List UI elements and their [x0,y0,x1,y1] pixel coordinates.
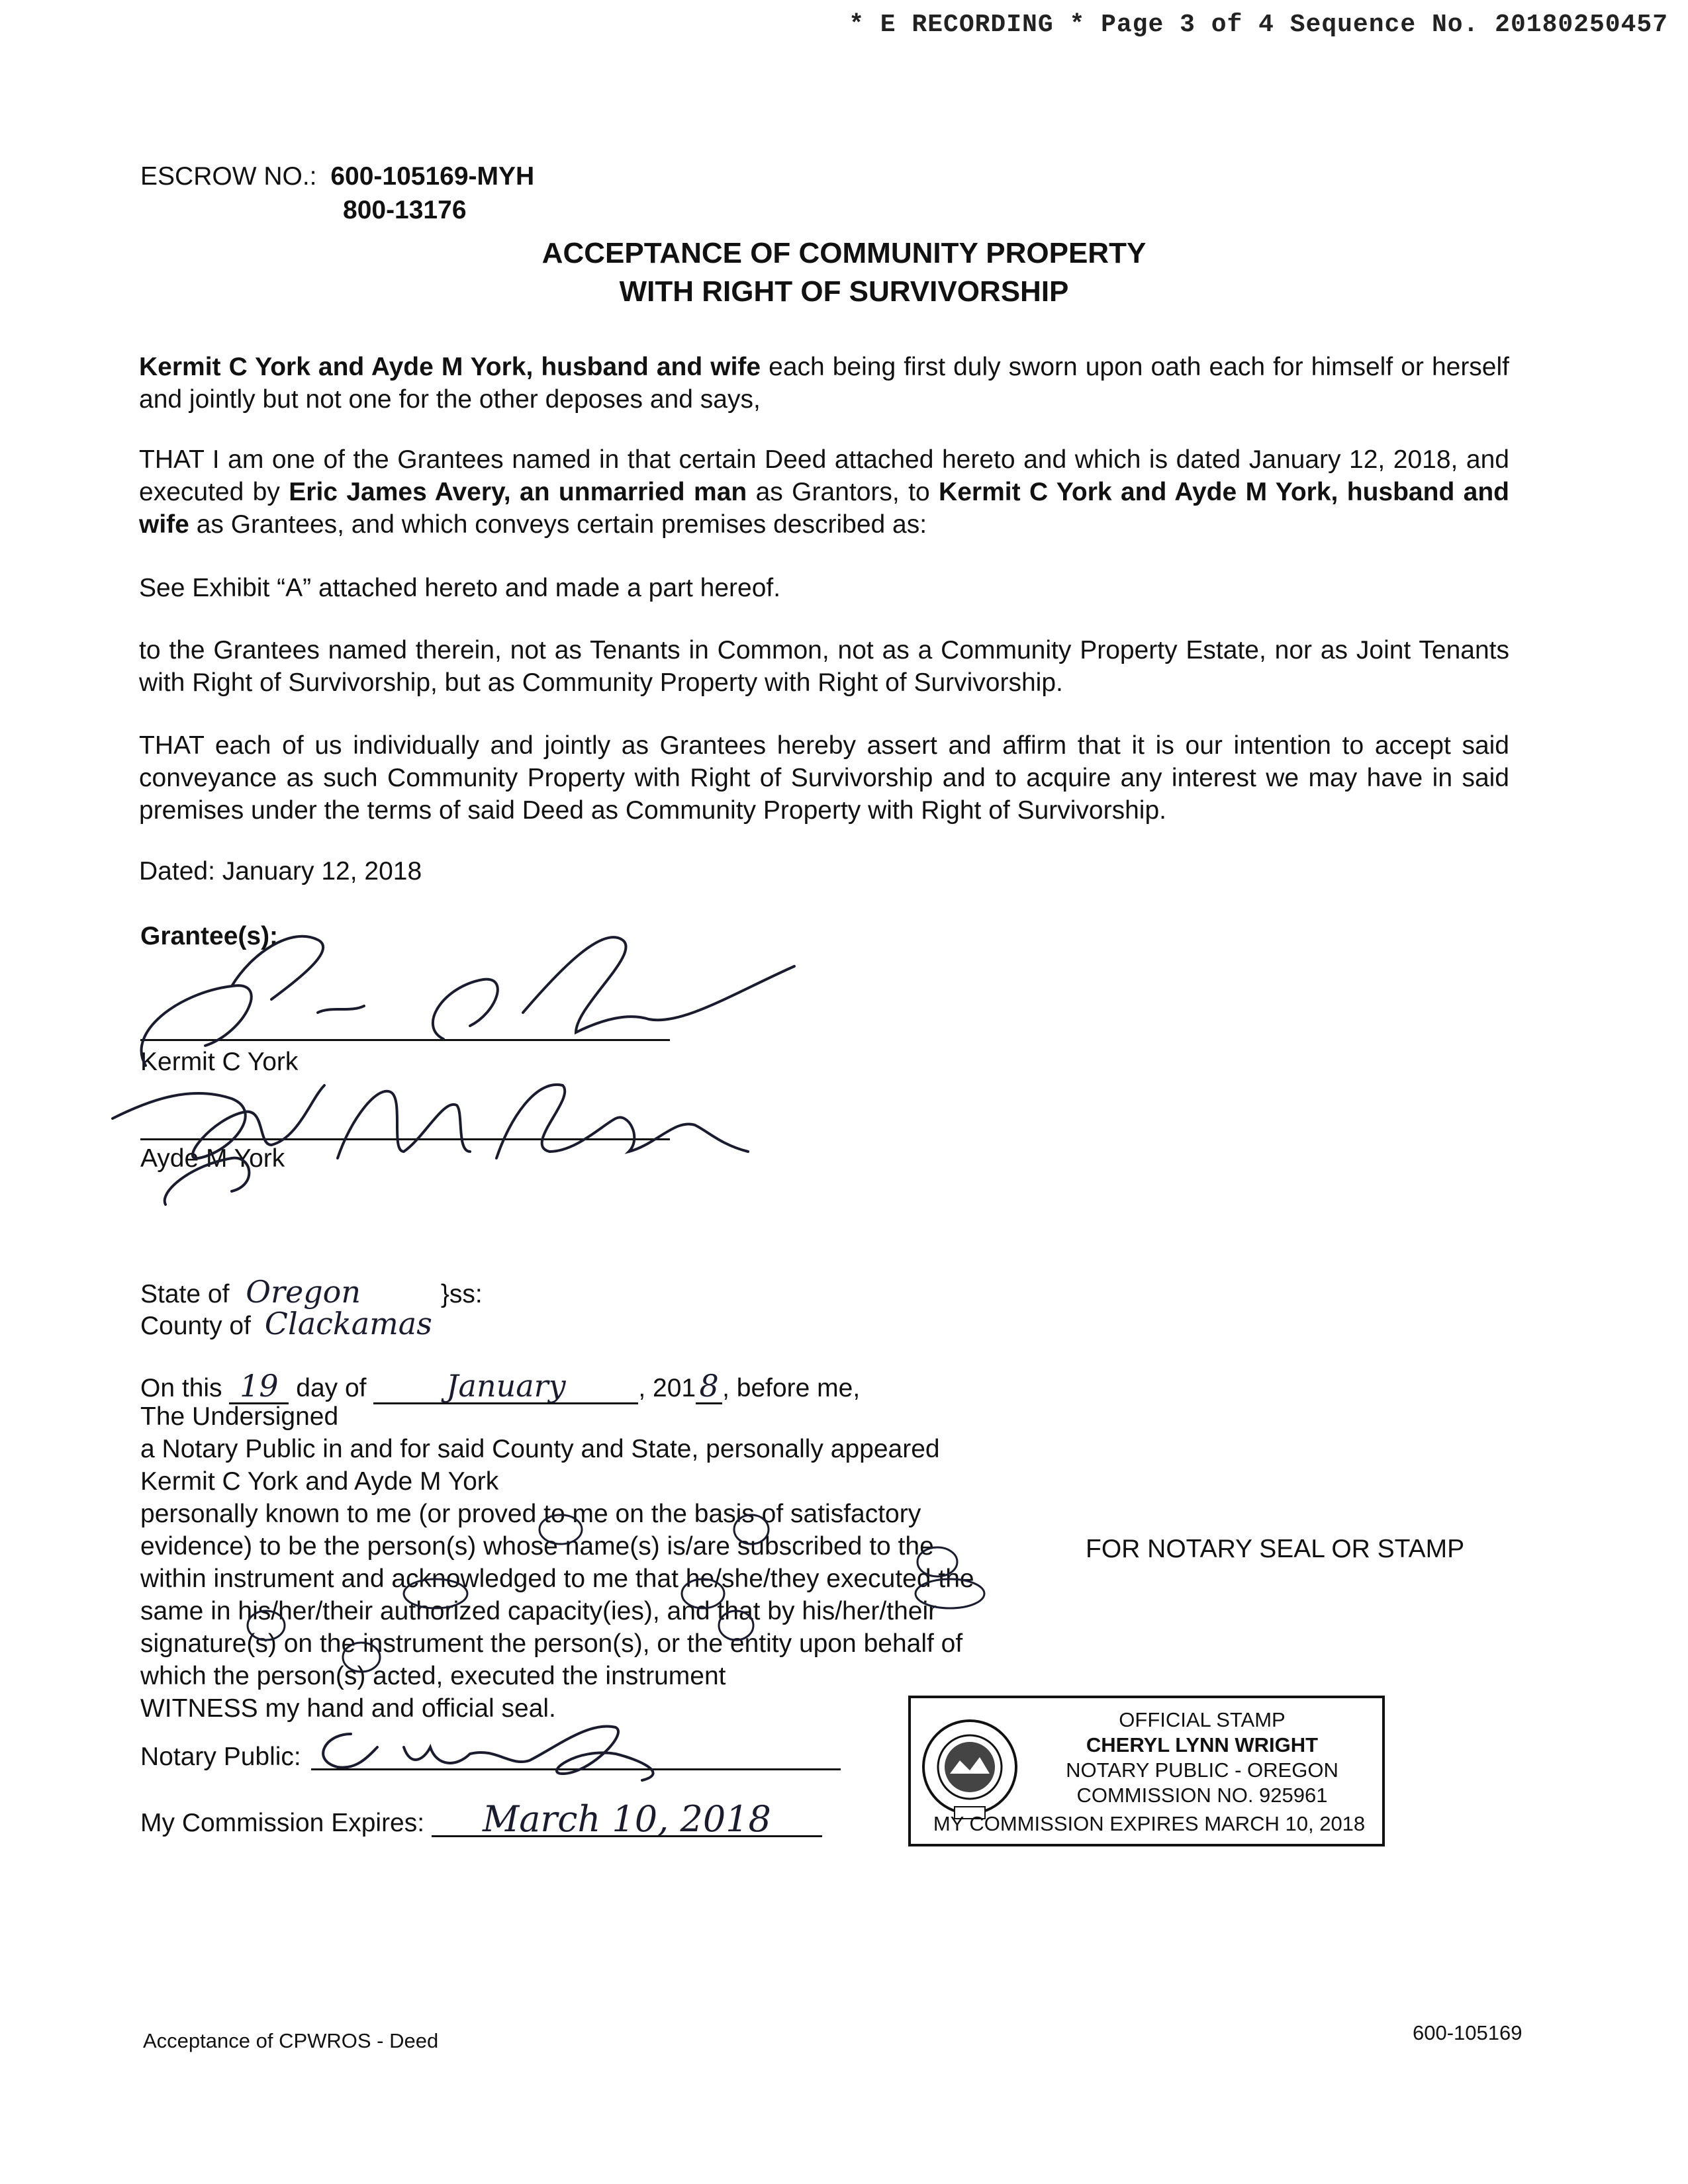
paragraph-tenancy: to the Grantees named therein, not as Tenants in Common, not as a Community Property Estate, nor as Joint Tenants with Right of Survivorship, but as Community Property with Right of Survivorship. [139,636,1509,697]
ack-line-5: within instrument and acknowledged to me that he/she/they executed the [140,1565,974,1593]
on-this-label: On this [140,1374,222,1402]
stamp-notary-name: CHERYL LYNN WRIGHT [1086,1733,1319,1756]
before-me-label: , before me, [722,1374,861,1402]
official-stamp [908,1696,1385,1846]
commission-handwritten: March 10, 2018 [432,1803,822,1837]
paragraph-exhibit: See Exhibit “A” attached hereto and made a part hereof. [139,574,781,602]
footer-right: 600-105169 [1413,2021,1523,2044]
county-handwritten: Clackamas [264,1306,432,1342]
ack-line-2: Kermit C York and Ayde M York [140,1467,499,1496]
recording-header: * E RECORDING * Page 3 of 4 Sequence No. 20180250457 [849,11,1668,39]
escrow-number-1: 600-105169-MYH [330,162,535,191]
deed-text-c: as Grantees, and which conveys certain premises described as: [189,510,927,539]
ack-line-6: same in his/her/their authorized capacity(ies), and that by his/her/their [140,1597,937,1625]
ack-line-4: evidence) to be the person(s) whose name(s) is/are subscribed to the [140,1532,934,1561]
state-handwritten: Oregon [246,1274,361,1310]
stamp-text [1023,1707,1381,1808]
paragraph-affirmation: THAT each of us individually and jointly as Grantees hereby assert and affirm that it is our intention to accept said conveyance as such Community Property with Right of Survivorship and to acquire any interest we may have in said premises under the terms of said Deed as Community Property with Right of Survivorship. [139,731,1509,825]
commission-line [140,1798,822,1840]
stamp-commission-no: COMMISSION NO. 925961 [1076,1784,1328,1807]
notary-public-label: Notary Public: [140,1743,301,1771]
dated-line: Dated: January 12, 2018 [139,857,422,886]
ss-mark: }ss: [440,1280,483,1308]
deponents-names: Kermit C York and Ayde M York, husband and wife [139,353,761,381]
ack-line-9: WITNESS my hand and official seal. [140,1694,556,1723]
month-handwritten: January [373,1370,638,1404]
stamp-line-3: NOTARY PUBLIC - OREGON [1066,1758,1338,1782]
title-line-2: WITH RIGHT OF SURVIVORSHIP [619,275,1069,308]
grantees-label: Grantee(s): [140,922,279,950]
state-label: State of [140,1280,230,1308]
grantor-name: Eric James Avery, an unmarried man [289,478,747,506]
grantee-names: Kermit C York and Ayde M York, husband and wife [139,478,1509,539]
undersigned-text: The Undersigned [140,1402,339,1431]
signer-2-name: Ayde M York [140,1144,285,1173]
notary-public-line [140,1741,301,1773]
stamp-expires: MY COMMISSION EXPIRES MARCH 10, 2018 [933,1812,1366,1835]
notary-signature [311,1707,774,1794]
county-label: County of [140,1312,251,1340]
title-line-1: ACCEPTANCE OF COMMUNITY PROPERTY [541,237,1147,269]
ack-line-1: a Notary Public in and for said County and State, personally appeared [140,1435,940,1463]
deed-text-a: THAT I am one of the Grantees named in that certain Deed attached hereto and which is dated January 12, 2018, and executed by [139,445,1509,506]
signer-1-name: Kermit C York [140,1048,299,1076]
ack-line-8: which the person(s) acted, executed the instrument [140,1662,726,1690]
footer-left: Acceptance of CPWROS - Deed [143,2029,439,2052]
stamp-line-1: OFFICIAL STAMP [1119,1708,1286,1731]
day-of-label: day of [296,1374,367,1402]
seal-label: FOR NOTARY SEAL OR STAMP [1086,1535,1465,1563]
ack-line-3: personally known to me (or proved to me on the basis of satisfactory [140,1500,921,1528]
deed-text-b: as Grantors, to [747,478,939,506]
day-handwritten: 19 [229,1370,289,1404]
deponents-text: each being first duly sworn upon oath each for himself or herself and jointly but not one for the other deposes and says, [139,353,1509,414]
year-handwritten: 8 [696,1370,722,1404]
escrow-label: ESCROW NO.: [140,162,317,191]
year-prefix: , 201 [638,1374,696,1402]
ack-line-7: signature(s) on the instrument the person(s), or the entity upon behalf of [140,1629,963,1658]
commission-label: My Commission Expires: [140,1809,425,1837]
escrow-number-2: 800-13176 [343,196,467,224]
